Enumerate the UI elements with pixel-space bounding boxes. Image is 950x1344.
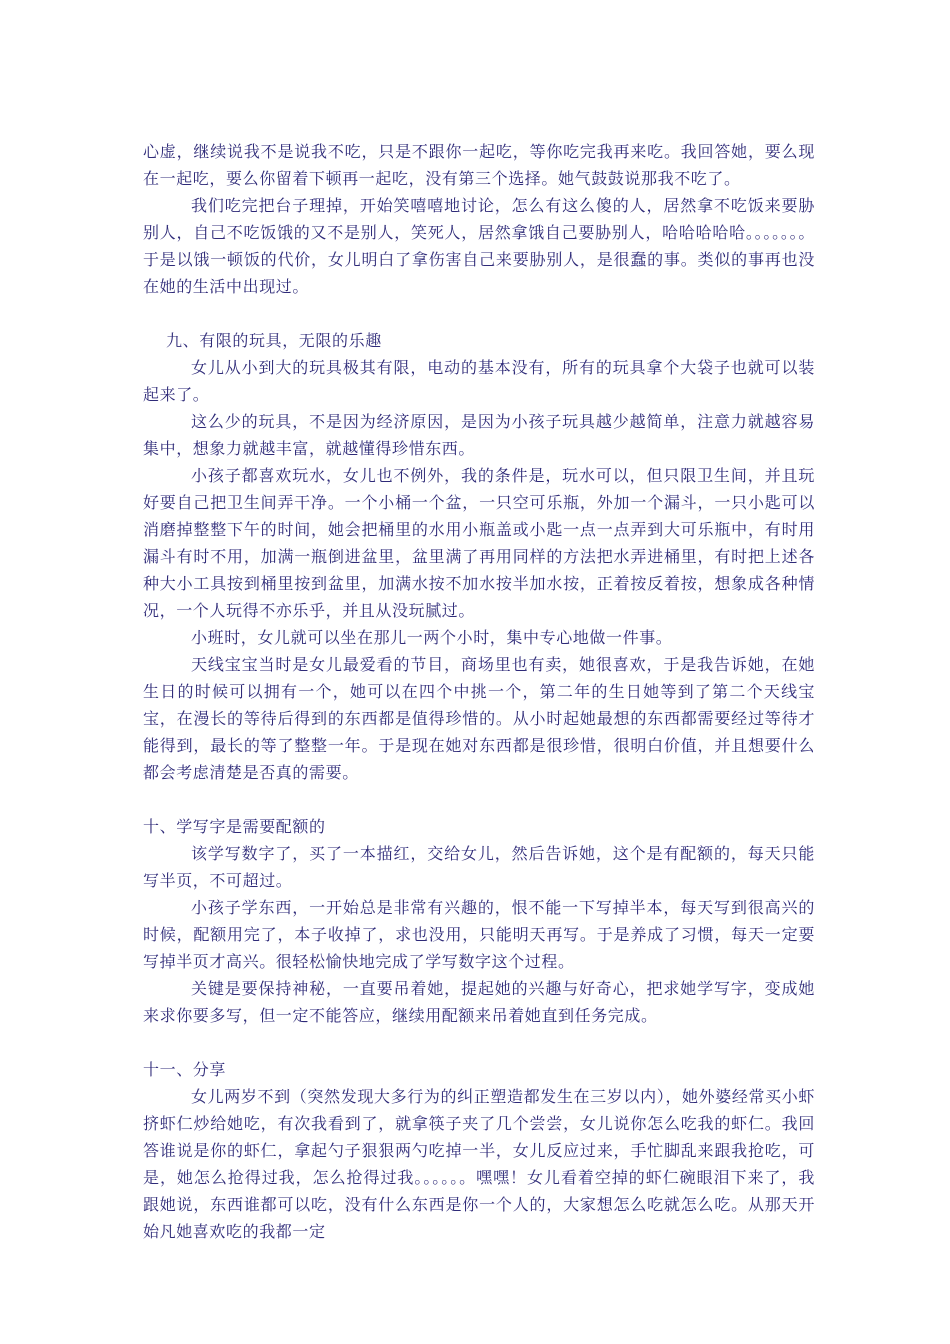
paragraph: 小班时，女儿就可以坐在那儿一两个小时，集中专心地做一件事。 <box>191 628 673 647</box>
section-heading-11: 十一、分享 <box>143 1060 227 1079</box>
section-gap <box>143 1029 815 1056</box>
paragraph: 女儿从小到大的玩具极其有限，电动的基本没有，所有的玩具拿个大袋子也就可以装起来了。 <box>143 358 815 404</box>
paragraph: 小孩子都喜欢玩水，女儿也不例外，我的条件是，玩水可以，但只限卫生间，并且玩好要自己把卫生间弄干净。一个小桶一个盆，一只空可乐瓶，外加一个漏斗，一只小匙可以消磨掉整整下午的时间，她会把桶里的水用小瓶盖或小匙一点一点弄到大可乐瓶中，有时用漏斗有时不用，加满一瓶倒进盆里，盆里满了再用同样的方法把水弄进桶里，有时把上述各种大小工具按到桶里按到盆里，加满水按不加水按半加水按，正着按反着按，想象成各种情况，一个人玩得不亦乐乎，并且从没玩腻过。 <box>143 466 815 620</box>
section-gap <box>143 300 815 327</box>
paragraph: 这么少的玩具，不是因为经济原因，是因为小孩子玩具越少越简单，注意力就越容易集中，想象力就越丰富，就越懂得珍惜东西。 <box>143 412 815 458</box>
paragraph: 我们吃完把台子理掉，开始笑嘻嘻地讨论，怎么有这么傻的人，居然拿不吃饭来要胁别人，自己不吃饭饿的又不是别人，笑死人，居然拿饿自己要胁别人，哈哈哈哈哈。。。。。。。于是以饿一顿饭的代价，女儿明白了拿伤害自己来要胁别人，是很蠢的事。类似的事再也没在她的生活中出现过。 <box>143 196 815 296</box>
paragraph: 关键是要保持神秘，一直要吊着她，提起她的兴趣与好奇心，把求她学写字，变成她来求你要多写，但一定不能答应，继续用配额来吊着她直到任务完成。 <box>143 979 815 1025</box>
paragraph: 该学写数字了，买了一本描红，交给女儿，然后告诉她，这个是有配额的，每天只能写半页，不可超过。 <box>143 844 815 890</box>
paragraph: 心虚，继续说我不是说我不吃，只是不跟你一起吃，等你吃完我再来吃。我回答她，要么现在一起吃，要么你留着下顿再一起吃，没有第三个选择。她气鼓鼓说那我不吃了。 <box>143 142 815 188</box>
document-page <box>143 138 815 1245</box>
section-heading-9: 九、有限的玩具，无限的乐趣 <box>166 331 382 350</box>
section-gap <box>143 786 815 813</box>
paragraph: 女儿两岁不到（突然发现大多行为的纠正塑造都发生在三岁以内），她外婆经常买小虾挤虾仁炒给她吃，有次我看到了，就拿筷子夹了几个尝尝，女儿说你怎么吃我的虾仁。我回答谁说是你的虾仁，拿起勺子狠狠两勺吃掉一半，女儿反应过来，手忙脚乱来跟我抢吃，可是，她怎么抢得过我，怎么抢得过我。。。。。。嘿嘿！女儿看着空掉的虾仁碗眼泪下来了，我跟她说，东西谁都可以吃，没有什么东西是你一个人的，大家想怎么吃就怎么吃。从那天开始凡她喜欢吃的我都一定 <box>143 1087 815 1241</box>
section-heading-10: 十、学写字是需要配额的 <box>143 817 326 836</box>
paragraph: 天线宝宝当时是女儿最爱看的节目，商场里也有卖，她很喜欢，于是我告诉她，在她生日的时候可以拥有一个，她可以在四个中挑一个，第二年的生日她等到了第二个天线宝宝，在漫长的等待后得到的东西都是值得珍惜的。从小时起她最想的东西都需要经过等待才能得到，最长的等了整整一年。于是现在她对东西都是很珍惜，很明白价值，并且想要什么都会考虑清楚是否真的需要。 <box>143 655 815 782</box>
paragraph: 小孩子学东西，一开始总是非常有兴趣的，恨不能一下写掉半本，每天写到很高兴的时候，配额用完了，本子收掉了，求也没用，只能明天再写。于是养成了习惯，每天一定要写掉半页才高兴。很轻松愉快地完成了学写数字这个过程。 <box>143 898 815 971</box>
